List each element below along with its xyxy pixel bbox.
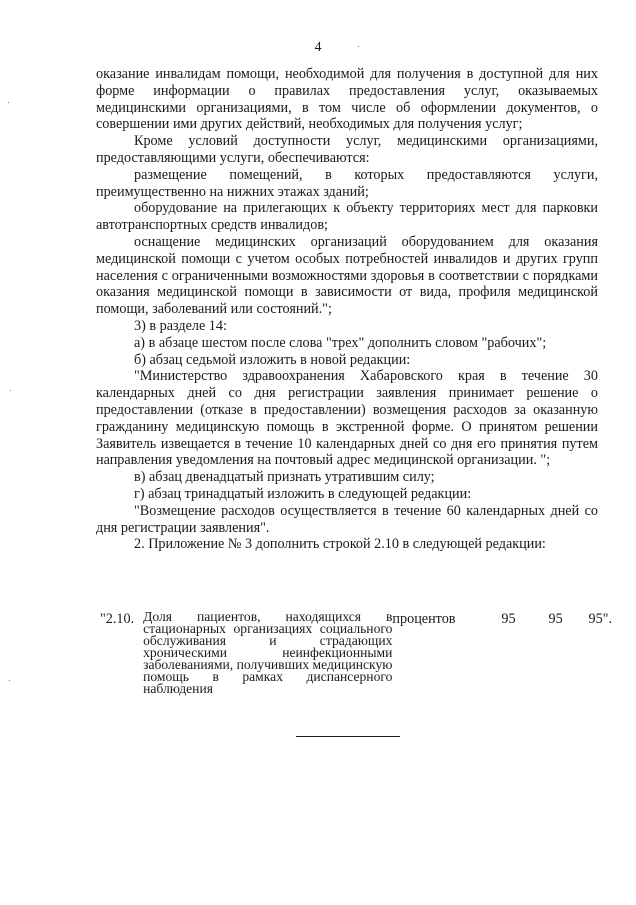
- scan-speck: [358, 46, 359, 47]
- paragraph-12: "Возмещение расходов осуществляется в течение 60 календарных дней со дня регистрации заявления".: [96, 502, 598, 536]
- paragraph-2: Кроме условий доступности услуг, медицинскими организациями, предоставляющими услуги, обеспечиваются:: [96, 133, 598, 166]
- paragraph-13: 2. Приложение № 3 дополнить строкой 2.10 в следующей редакции:: [134, 536, 546, 553]
- row-number: "2.10.: [100, 611, 135, 627]
- row-value-2: 95: [548, 611, 563, 627]
- paragraph-4: оборудование на прилегающих к объекту территориях мест для парковки автотранспортных средств инвалидов;: [96, 200, 598, 234]
- paragraph-11: г) абзац тринадцатый изложить в следующей редакции:: [134, 485, 472, 502]
- indicator-table-row: [100, 611, 612, 695]
- row-unit: процентов: [392, 611, 456, 627]
- paragraph-10: в) абзац двенадцатый признать утратившим силу;: [134, 469, 435, 486]
- table-row: [100, 611, 612, 695]
- scan-speck: [8, 102, 9, 103]
- scan-speck: [9, 680, 10, 681]
- document-body: [96, 66, 598, 553]
- paragraph-9: "Министерство здравоохранения Хабаровского края в течение 30 календарных дней со дня регистрации заявления принимает решение о предоставлении (отказе в предоставлении) возмещения расходов за оказанную гражданину медицинскую помощь в экстренной форме. О принятом решении Заявитель извещается в течение 10 календарных дней со дня его принятия путем направления уведомления на почтовый адрес медицинской организации. ";: [96, 368, 598, 469]
- paragraph-1: оказание инвалидам помощи, необходимой для получения в доступной для них форме информации о правилах предоставления услуг, оказываемых медицинскими организациями, в том числе об оформлении документов, о совершении ими других действий, необходимых для получения услуг;: [96, 66, 598, 133]
- row-description: Доля пациентов, находящихся в стационарных организациях социального обслуживания и страдающих хроническими неинфекционными заболеваниями, получивших медицинскую помощь в рамках диспансерного наблюдения: [143, 609, 393, 696]
- scan-speck: [10, 390, 11, 391]
- paragraph-6: 3) в разделе 14:: [134, 317, 227, 334]
- row-value-3: 95".: [588, 611, 612, 627]
- paragraph-7: а) в абзаце шестом после слова "трех" дополнить словом "рабочих";: [134, 334, 547, 351]
- paragraph-8: б) абзац седьмой изложить в новой редакции:: [134, 351, 411, 368]
- paragraph-3: размещение помещений, в которых предоставляются услуги, преимущественно на нижних этажах зданий;: [96, 166, 598, 200]
- row-value-1: 95: [501, 611, 516, 627]
- page-number: 4: [314, 40, 322, 55]
- paragraph-5: оснащение медицинских организаций оборудованием для оказания медицинской помощи с учетом особых потребностей инвалидов и других групп населения с ограниченными возможностями здоровья в соответствии с порядками оказания медицинской помощи в зависимости от вида, профиля медицинской помощи, заболеваний или состояний.";: [96, 233, 598, 318]
- end-divider-line: [296, 736, 400, 737]
